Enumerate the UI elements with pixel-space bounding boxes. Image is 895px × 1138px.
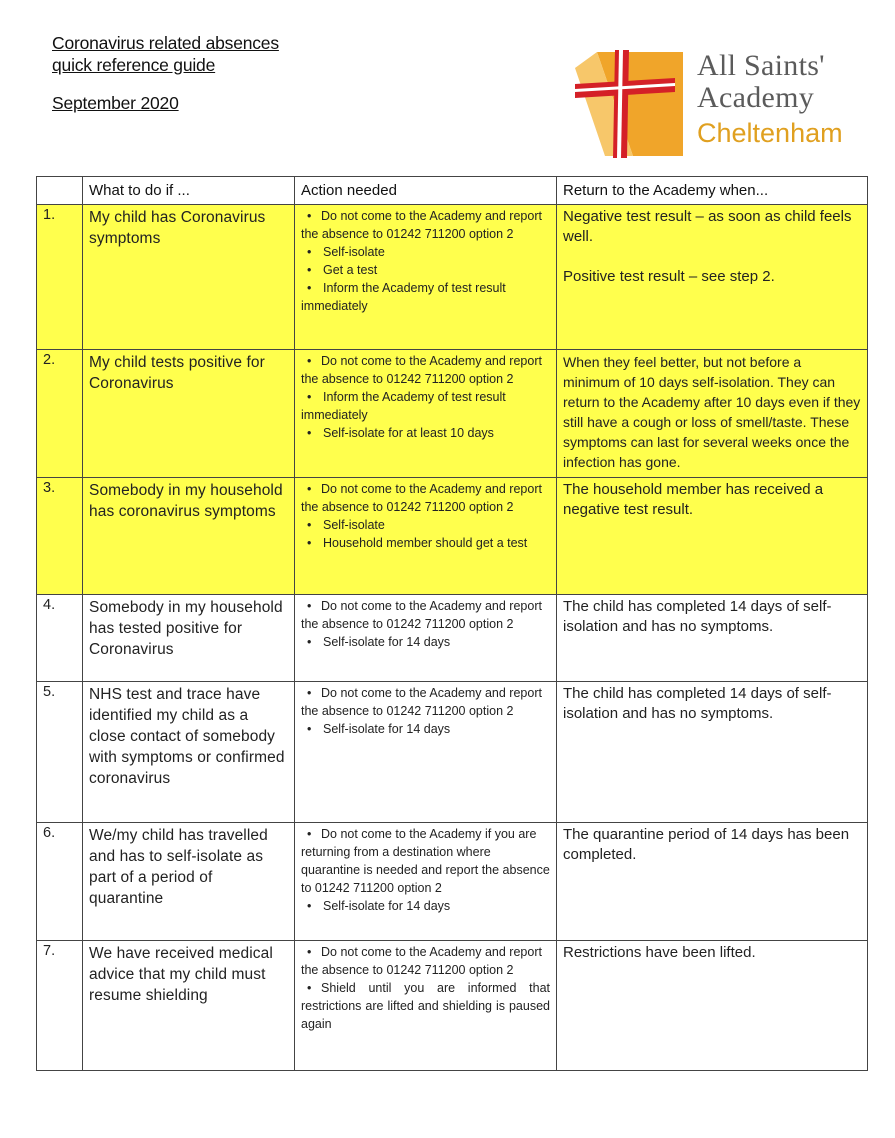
action-item: Get a test	[323, 263, 378, 277]
action-item: Self-isolate for 14 days	[323, 722, 451, 736]
table-row	[37, 205, 868, 350]
action-item: Self-isolate	[323, 518, 385, 532]
row-actions: • Do not come to the Academy and report the absence to 01242 711200 option 2 • Self-isolate • Household member should get a test	[295, 478, 557, 595]
row-return: The child has completed 14 days of self-isolation and has no symptoms.	[557, 682, 868, 823]
row-return: The household member has received a negative test result.	[557, 478, 868, 595]
logo-line-2: Academy	[697, 81, 815, 114]
action-item: Inform the Academy of test result immediately	[301, 281, 506, 313]
row-situation: We have received medical advice that my child must resume shielding	[83, 941, 295, 1071]
table-row	[37, 823, 868, 941]
row-number: 4.	[37, 595, 83, 682]
row-situation: My child tests positive for Coronavirus	[83, 350, 295, 478]
action-item: Shield until you are informed that restrictions are lifted and shielding is paused again	[301, 981, 550, 1031]
table-row	[37, 595, 868, 682]
row-number: 2.	[37, 350, 83, 478]
row-situation: NHS test and trace have identified my child as a close contact of somebody with symptoms or confirmed coronavirus	[83, 682, 295, 823]
document-date: September 2020	[52, 93, 179, 113]
action-item: Household member should get a test	[323, 536, 528, 550]
action-item: Self-isolate for at least 10 days	[323, 426, 494, 440]
row-actions: • Do not come to the Academy and report the absence to 01242 711200 option 2 • Inform the Academy of test result immediately • Self-isolate for at least 10 days	[295, 350, 557, 478]
academy-logo	[575, 50, 865, 160]
row-number: 3.	[37, 478, 83, 595]
table-header-row	[37, 177, 868, 205]
title-line-2: quick reference guide	[52, 55, 216, 75]
action-item: Do not come to the Academy and report the absence to 01242 711200 option 2	[301, 209, 542, 241]
row-situation: My child has Coronavirus symptoms	[83, 205, 295, 350]
academy-cross-icon	[575, 50, 690, 158]
table-row	[37, 682, 868, 823]
table-row	[37, 941, 868, 1071]
action-item: Do not come to the Academy and report the absence to 01242 711200 option 2	[301, 354, 542, 386]
table-row	[37, 478, 868, 595]
action-item: Do not come to the Academy and report the absence to 01242 711200 option 2	[301, 945, 542, 977]
row-return: Restrictions have been lifted.	[557, 941, 868, 1071]
document-header	[52, 32, 279, 114]
row-number: 5.	[37, 682, 83, 823]
row-situation: Somebody in my household has tested positive for Coronavirus	[83, 595, 295, 682]
action-item: Do not come to the Academy if you are returning from a destination where quarantine is needed and report the absence to 01242 711200 option 2	[301, 827, 550, 895]
absence-guide-table	[36, 176, 868, 1071]
action-item: Do not come to the Academy and report the absence to 01242 711200 option 2	[301, 686, 542, 718]
logo-line-3: Cheltenham	[697, 118, 843, 148]
row-actions: • Do not come to the Academy and report the absence to 01242 711200 option 2 • Self-isolate for 14 days	[295, 682, 557, 823]
logo-wordmark	[697, 50, 843, 148]
row-situation: Somebody in my household has coronavirus symptoms	[83, 478, 295, 595]
logo-line-1: All Saints'	[697, 49, 825, 82]
action-item: Self-isolate for 14 days	[323, 899, 451, 913]
header-what: What to do if ...	[83, 177, 295, 205]
row-return: When they feel better, but not before a minimum of 10 days self-isolation. They can return to the Academy after 10 days even if they still have a cough or loss of smell/taste. These symptoms can last for several weeks once the infection has gone.	[557, 350, 868, 478]
row-actions: • Do not come to the Academy and report the absence to 01242 711200 option 2 • Self-isolate for 14 days	[295, 595, 557, 682]
row-actions: • Do not come to the Academy and report the absence to 01242 711200 option 2 • Shield until you are informed that restrictions are lifted and shielding is paused again	[295, 941, 557, 1071]
row-return	[557, 205, 868, 350]
row-return: The quarantine period of 14 days has been completed.	[557, 823, 868, 941]
header-action: Action needed	[295, 177, 557, 205]
action-item: Self-isolate for 14 days	[323, 635, 451, 649]
title-line-1: Coronavirus related absences	[52, 33, 279, 53]
row-actions: • Do not come to the Academy and report the absence to 01242 711200 option 2 • Self-isolate • Get a test • Inform the Academy of test result immediately	[295, 205, 557, 350]
row-number: 7.	[37, 941, 83, 1071]
return-positive: Positive test result – see step 2.	[563, 268, 775, 285]
table-row	[37, 350, 868, 478]
header-num	[37, 177, 83, 205]
row-number: 6.	[37, 823, 83, 941]
row-actions: • Do not come to the Academy if you are returning from a destination where quarantine is needed and report the absence to 01242 711200 option 2 • Self-isolate for 14 days	[295, 823, 557, 941]
action-item: Do not come to the Academy and report the absence to 01242 711200 option 2	[301, 599, 542, 631]
return-negative: Negative test result – as soon as child feels well.	[563, 208, 852, 245]
row-situation: We/my child has travelled and has to self-isolate as part of a period of quarantine	[83, 823, 295, 941]
header-return: Return to the Academy when...	[557, 177, 868, 205]
action-item: Self-isolate	[323, 245, 385, 259]
action-item: Inform the Academy of test result immediately	[301, 390, 506, 422]
row-return: The child has completed 14 days of self-isolation and has no symptoms.	[557, 595, 868, 682]
action-item: Do not come to the Academy and report the absence to 01242 711200 option 2	[301, 482, 542, 514]
row-number: 1.	[37, 205, 83, 350]
